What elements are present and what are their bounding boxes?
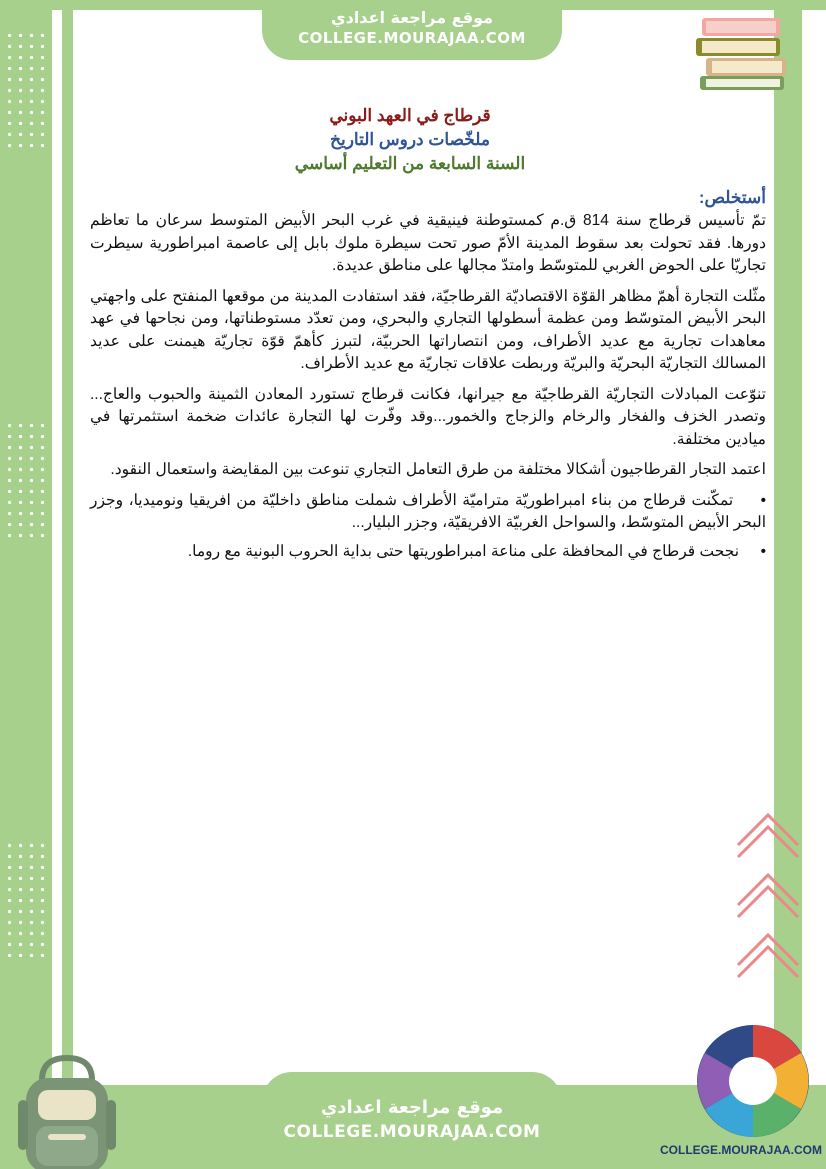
site-logo-icon	[694, 1022, 812, 1140]
backpack-icon	[12, 1050, 122, 1169]
frame-left-band	[0, 0, 52, 1169]
section-heading: أستخلص:	[698, 188, 766, 207]
page-subtitle: ملخّصات دروس التاريخ	[330, 130, 490, 149]
dot-pattern-bottom	[4, 840, 48, 960]
frame-left-stripe	[62, 0, 73, 1169]
paragraph-foundation: تمّ تأسيس قرطاج سنة 814 ق.م كمستوطنة فينيقية في غرب البحر الأبيض المتوسط سرعان ما تعاظم دورها. فقد تحولت بعد سقوط المدينة الأمّ صور تحت سيطرة ملوك بابل إلى عاصمة امبراطورية سيطرت تجاريّا على الحوض الغربي للمتوسّط وامتدّ مجالها على مناطق عديدة.	[90, 212, 766, 274]
bullet-dot: •	[733, 491, 766, 509]
chevron-up-icon	[730, 795, 800, 1015]
header-site-domain: COLLEGE.MOURAJAA.COM	[298, 29, 526, 47]
paragraph-exchanges: تنوّعت المبادلات التجاريّة القرطاجيّة مع جيرانها، فكانت قرطاج تستورد المعادن الثمينة والحبوب والعاج... وتصدر الخزف والفخار والرخام والزجاج والخمور...وقد وفّرت لها التجارة عائدات ضخمة استثمرتها في ميادين مختلفة.	[90, 385, 766, 448]
site-logo-text: COLLEGE.MOURAJAA.COM	[660, 1143, 822, 1157]
header-site-link[interactable]	[262, 8, 562, 48]
dot-pattern-middle	[4, 420, 48, 540]
footer-site-domain: COLLEGE.MOURAJAA.COM	[283, 1122, 541, 1142]
bullet-punic-wars	[90, 541, 766, 564]
grade-level: السنة السابعة من التعليم أساسي	[294, 154, 526, 173]
paragraph-commerce-methods: اعتمد التجار القرطاجيون أشكالا مختلفة من طرق التعامل التجاري تنوعت بين المقايضة واستعمال النقود.	[110, 461, 766, 478]
bullet-dot: •	[739, 542, 766, 560]
bullet-punic-wars-text: نجحت قرطاج في المحافظة على مناعة امبراطوريتها حتى بداية الحروب البونية مع روما.	[187, 542, 740, 560]
footer-site-name: موقع مراجعة اعدادي	[320, 1097, 504, 1118]
books-icon	[692, 8, 792, 94]
bullet-empire	[90, 490, 766, 535]
bullet-empire-text: تمكّنت قرطاج من بناء امبراطوريّة متراميّة الأطراف شملت مناطق داخليّة من افريقيا ونوميديا، وجزر البحر الأبيض المتوسّط، والسواحل الغربيّة الافريقيّة، وجزر البليار...	[90, 491, 766, 531]
document-title-block	[200, 104, 620, 176]
dot-pattern-top	[4, 30, 48, 150]
page-title: قرطاج في العهد البوني	[329, 106, 491, 125]
header-site-name: موقع مراجعة اعدادي	[330, 8, 494, 27]
lesson-content	[90, 186, 766, 569]
footer-site-link[interactable]	[262, 1096, 562, 1144]
paragraph-trade: مثّلت التجارة أهمّ مظاهر القوّة الاقتصاديّة القرطاجيّة، فقد استفادت المدينة من موقعها المنفتح على واجهتي البحر الأبيض المتوسّط ومن عظمة أسطولها التجاري والبحري، ومن تعدّد مستوطناتها، ومن نجاحها في عهد معاهدات تجارية مع عديد الأطراف، ومن انتصاراتها الحربيّة، لتبرز كأهمّ قوّة تجاريّة هيمنت على عديد المسالك التجاريّة البحريّة والبريّة وربطت علاقات تجاريّة مع عديد الأطراف.	[90, 287, 766, 372]
